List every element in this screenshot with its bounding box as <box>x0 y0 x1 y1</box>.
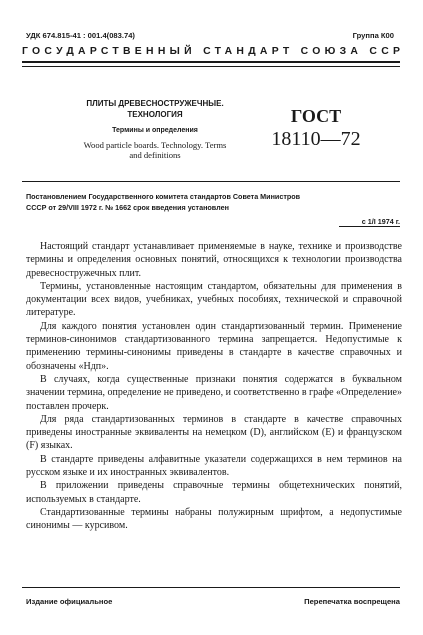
paragraph-2: Термины, установленные настоящим стандартом, обязательны для применения в документации всех видов, учебниках, учебных пособиях, технической и справочной литературе. <box>26 280 402 319</box>
standard-banner: ГОСУДАРСТВЕННЫЙ СТАНДАРТ СОЮЗА ССР <box>22 46 405 57</box>
decree-rule <box>22 181 400 182</box>
group-code: Группа К00 <box>352 31 394 40</box>
udk-code: УДК 674.815-41 : 001.4(083.74) <box>26 31 135 40</box>
document-subtitle: Термины и определения <box>112 127 198 134</box>
gost-number: 18110—72 <box>271 128 361 150</box>
decree-text <box>26 191 404 213</box>
footer-rule <box>22 587 400 588</box>
date-underline <box>339 226 400 227</box>
decree-line-2: СССР от 29/VIII 1972 г. № 1662 срок введения установлен <box>26 203 229 212</box>
english-title-line-1: Wood particle boards. Technology. Terms <box>83 140 227 150</box>
official-edition-note: Издание официальное <box>26 597 113 606</box>
paragraph-1: Настоящий стандарт устанавливает применяемые в науке, технике и производстве термины и определения основных понятий, относящихся к технологии производства древесностружечных плит. <box>26 241 402 279</box>
header-rule-thin <box>22 66 400 67</box>
decree-line-1: Постановлением Государственного комитета стандартов Совета Министров <box>26 192 301 201</box>
paragraph-4: В случаях, когда существенные признаки понятия содержатся в буквальном значении термина, определение не приведено, и соответственно в графе «Определение» поставлен прочерк. <box>26 373 402 412</box>
title-line-2: ТЕХНОЛОГИЯ <box>127 110 183 119</box>
paragraph-5: Для ряда стандартизованных терминов в стандарте в качестве справочных приведены иностранные эквиваленты на немецком (D), английском (E) и французском (F) языках. <box>26 413 402 452</box>
document-title <box>60 98 250 120</box>
reprint-prohibited-note: Перепечатка воспрещена <box>304 597 400 606</box>
body-text <box>26 240 402 533</box>
paragraph-8: Стандартизованные термины набраны полужирным шрифтом, а недопустимые синонимы — курсивом. <box>26 506 402 532</box>
title-line-1: ПЛИТЫ ДРЕВЕСНОСТРУЖЕЧНЫЕ. <box>86 99 224 108</box>
paragraph-3: Для каждого понятия установлен один стандартизованный термин. Применение терминов-синонимов стандартизованного термина запрещается. Недопустимые к применению термины-синонимы приведены в стандарте в качестве справочных и обозначены «Ндп». <box>26 320 402 372</box>
effective-date: с 1/I 1974 г. <box>361 217 400 226</box>
english-title-line-2: and definitions <box>129 150 181 160</box>
gost-label: ГОСТ <box>290 106 342 126</box>
paragraph-7: В приложении приведены справочные термины общетехнических понятий, используемых в стандарте. <box>26 480 402 505</box>
header-rule-thick <box>22 61 400 63</box>
paragraph-6: В стандарте приведены алфавитные указатели содержащихся в нем терминов на русском языке и их иностранных эквивалентов. <box>26 453 402 479</box>
english-title <box>56 140 254 160</box>
